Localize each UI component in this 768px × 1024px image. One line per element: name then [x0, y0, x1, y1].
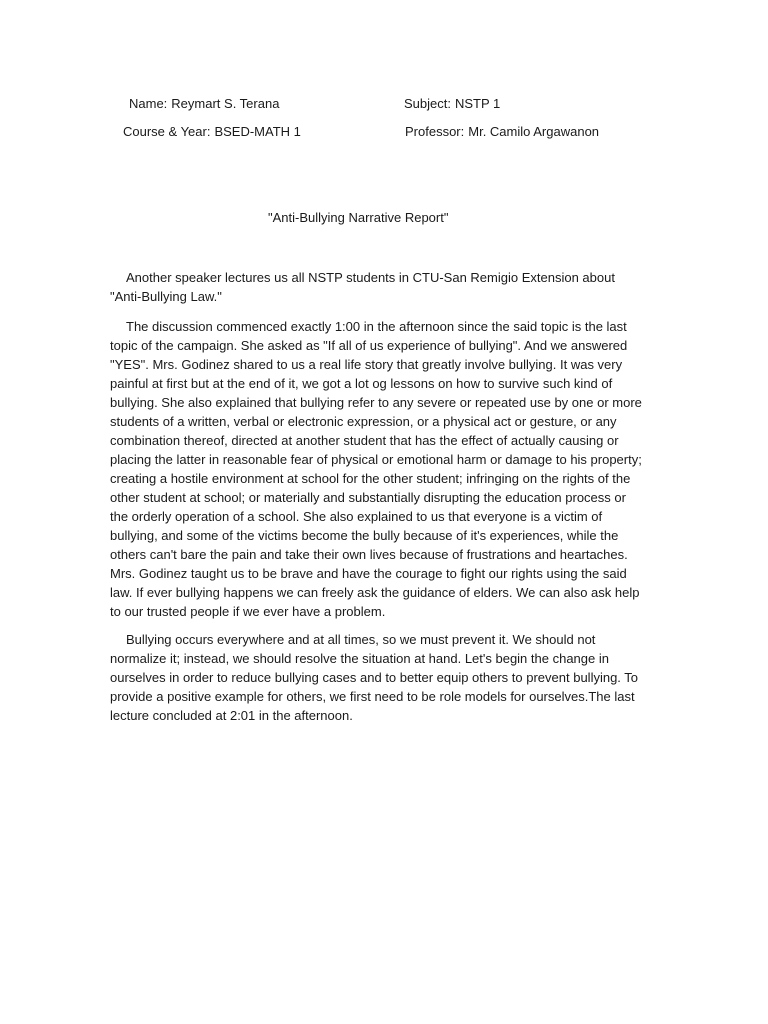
paragraph-intro: Another speaker lectures us all NSTP students in CTU-San Remigio Extension about "Anti-Bullying Law." [110, 270, 615, 304]
name-field [129, 96, 279, 112]
professor-value: Mr. Camilo Argawanon [468, 124, 600, 139]
paragraph-conclusion: Bullying occurs everywhere and at all times, so we must prevent it. We should not normalize it; instead, we should resolve the situation at hand. Let's begin the change in ourselves in order to reduce bullying cases and to better equip others to prevent bullying. To provide a positive example for others, we first need to be role models for ourselves.The last lecture concluded at 2:01 in the afternoon. [110, 632, 639, 723]
document-body [110, 268, 646, 734]
course-year-value: BSED-MATH 1 [214, 124, 301, 139]
professor-label: Professor: [405, 124, 465, 139]
course-year-field [123, 124, 301, 140]
subject-label: Subject: [404, 96, 451, 111]
course-year-label: Course & Year: [123, 124, 211, 139]
subject-field [404, 96, 500, 112]
professor-field [405, 124, 599, 140]
subject-value: NSTP 1 [454, 96, 501, 111]
name-label: Name: [129, 96, 168, 111]
name-value: Reymart S. Terana [171, 96, 280, 111]
document-title: "Anti-Bullying Narrative Report" [268, 210, 449, 225]
paragraph-discussion: The discussion commenced exactly 1:00 in the afternoon since the said topic is the last topic of the campaign. She asked as "If all of us experience of bullying". And we answered "YES". Mrs. Godinez shared to us a real life story that greatly involve bullying. It was very painful at first but at the end of it, we got a lot og lessons on how to survive such kind of bullying. She also explained that bullying refer to any severe or repeated use by one or more students of a written, verbal or electronic expression, or a physical act or gesture, or any combination thereof, directed at another student that has the effect of actually causing or placing the latter in reasonable fear of physical or emotional harm or damage to his property; creating a hostile environment at school for the other student; infringing on the rights of the other student at school; or materially and substantially disrupting the education process or the orderly operation of a school. She also explained to us that everyone is a victim of bullying, and some of the victims become the bully because of it's experiences, while the others can't bare the pain and take their own lives because of frustrations and heartaches. Mrs. Godinez taught us to be brave and have the courage to fight our rights using the said law. If ever bullying happens we can freely ask the guidance of elders. We can also ask help to our trusted people if we ever have a problem. [110, 319, 642, 619]
